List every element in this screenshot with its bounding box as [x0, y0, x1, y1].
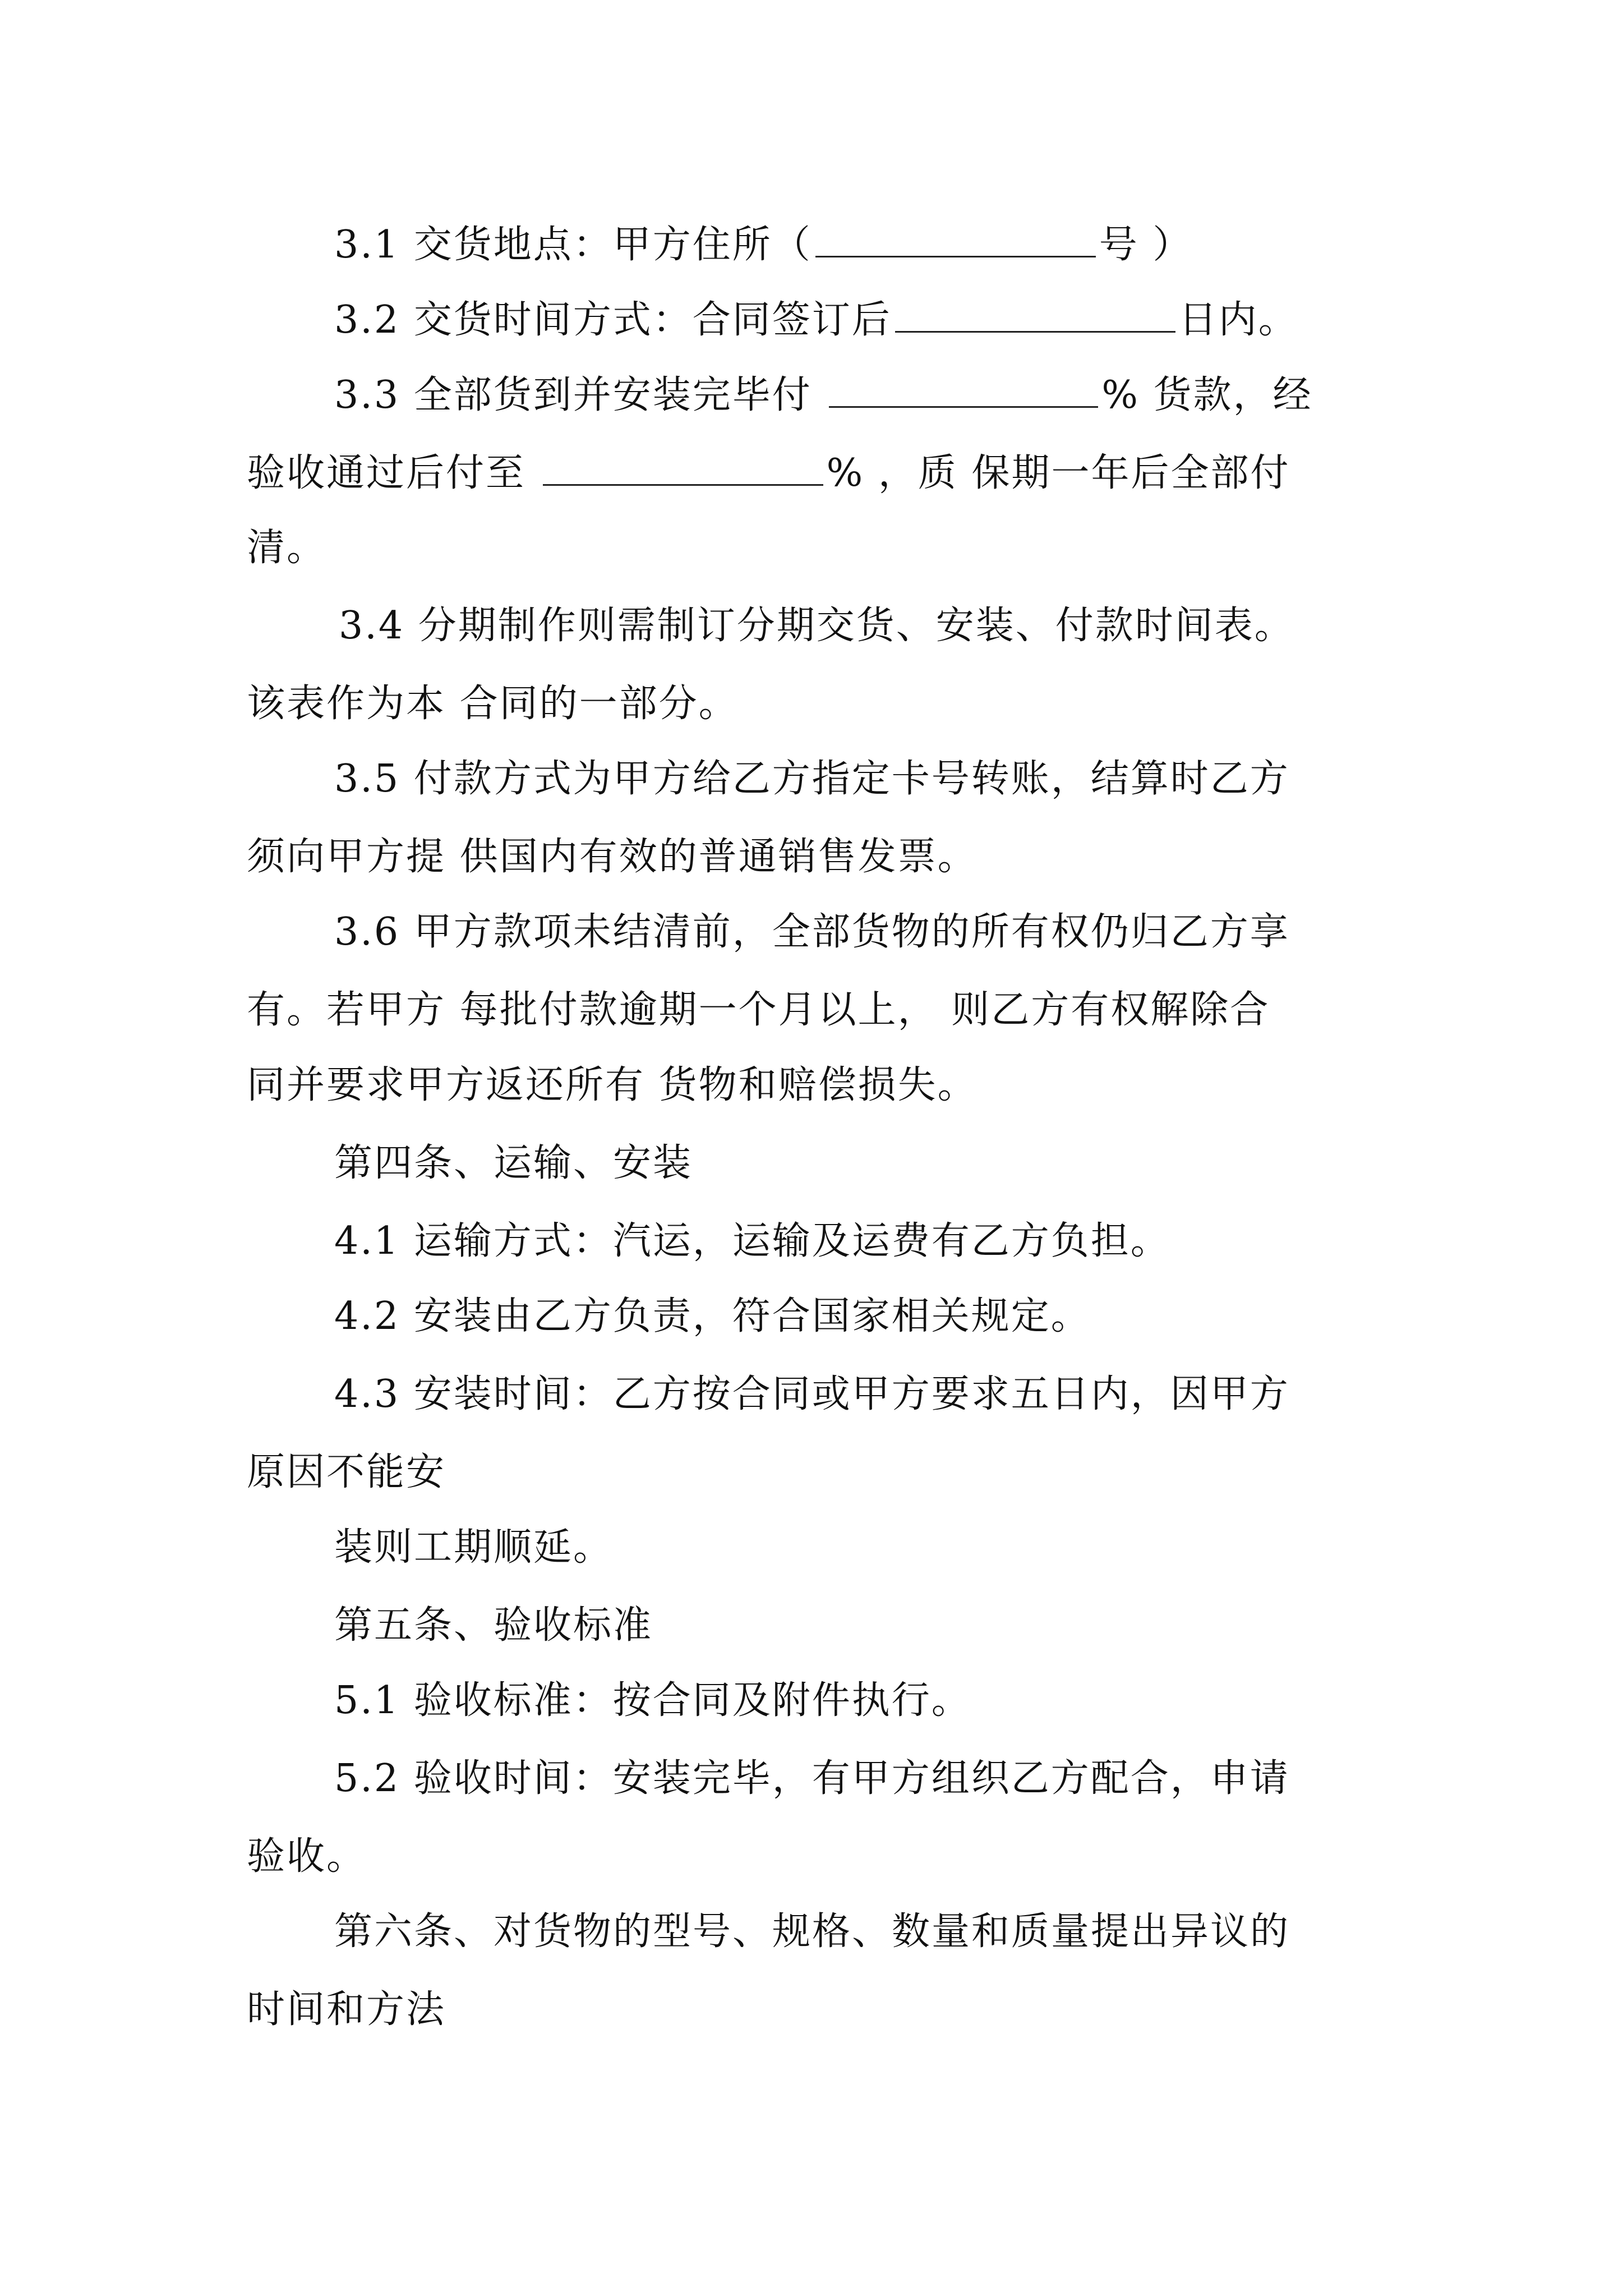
clause-4-3-line-2: 原因不能安: [247, 1450, 446, 1494]
clause-5-2-line-1: 5.2 验收时间：安装完毕，有甲方组织乙方配合，申请: [334, 1756, 1290, 1801]
clause-3-2-suffix: 日内。: [1178, 298, 1298, 342]
article-5-heading: 第五条、验收标准: [334, 1603, 653, 1648]
clause-3-3-payment-line-3: 清。: [247, 526, 327, 570]
clause-3-4-line-2: 该表作为本 合同的一部分。: [247, 682, 739, 726]
clause-3-5-line-1: 3.5 付款方式为甲方给乙方指定卡号转账，结算时乙方: [334, 757, 1290, 801]
clause-4-3-line-1: 4.3 安装时间：乙方按合同或甲方要求五日内，因甲方: [334, 1372, 1290, 1416]
house-number-blank: [815, 217, 1096, 257]
clause-3-3-line-2-suffix: % ，质 保期一年后全部付: [826, 451, 1290, 495]
article-6-heading-line-2: 时间和方法: [247, 1987, 446, 2032]
delivery-days-blank: [895, 292, 1175, 333]
clause-5-1: 5.1 验收标准：按合同及附件执行。: [334, 1678, 971, 1723]
clause-3-5-line-2: 须向甲方提 供国内有效的普通销售发票。: [247, 835, 978, 879]
clause-4-2: 4.2 安装由乙方负责，符合国家相关规定。: [334, 1294, 1091, 1338]
clause-3-6-line-3: 同并要求甲方返还所有 货物和赔偿损失。: [247, 1063, 978, 1107]
clause-3-4-line-1: 3.4 分期制作则需制订分期交货、安装、付款时间表。: [339, 604, 1294, 648]
clause-4-3-line-3: 装则工期顺延。: [334, 1525, 614, 1570]
clause-3-1-text: 3.1 交货地点：甲方住所（: [334, 223, 812, 267]
clause-3-3-line-2-text: 验收通过后付至: [247, 451, 540, 495]
clause-3-3-text: 3.3 全部货到并安装完毕付: [334, 373, 826, 417]
payment-percent-blank-1: [829, 367, 1098, 408]
clause-3-3-payment-line-1: [334, 367, 1313, 421]
clause-3-1-delivery-location: [334, 217, 1192, 270]
article-4-heading: 第四条、运输、安装: [334, 1141, 693, 1185]
payment-percent-blank-2: [543, 445, 823, 486]
clause-4-1: 4.1 运输方式：汽运，运输及运费有乙方负担。: [334, 1219, 1170, 1263]
clause-3-3-suffix: % 货款，经: [1101, 373, 1313, 417]
clause-5-2-line-2: 验收。: [247, 1834, 367, 1879]
clause-3-3-payment-line-2: [247, 445, 1290, 499]
article-6-heading-line-1: 第六条、对货物的型号、规格、数量和质量提出异议的: [334, 1910, 1290, 1954]
clause-3-6-line-2: 有。若甲方 每批付款逾期一个月以上， 则乙方有权解除合: [247, 988, 1270, 1032]
clause-3-2-text: 3.2 交货时间方式：合同签订后: [334, 298, 892, 342]
clause-3-1-suffix: 号 ）: [1099, 223, 1193, 267]
clause-3-6-line-1: 3.6 甲方款项未结清前，全部货物的所有权仍归乙方享: [334, 910, 1290, 954]
clause-3-2-delivery-time: [334, 292, 1298, 346]
